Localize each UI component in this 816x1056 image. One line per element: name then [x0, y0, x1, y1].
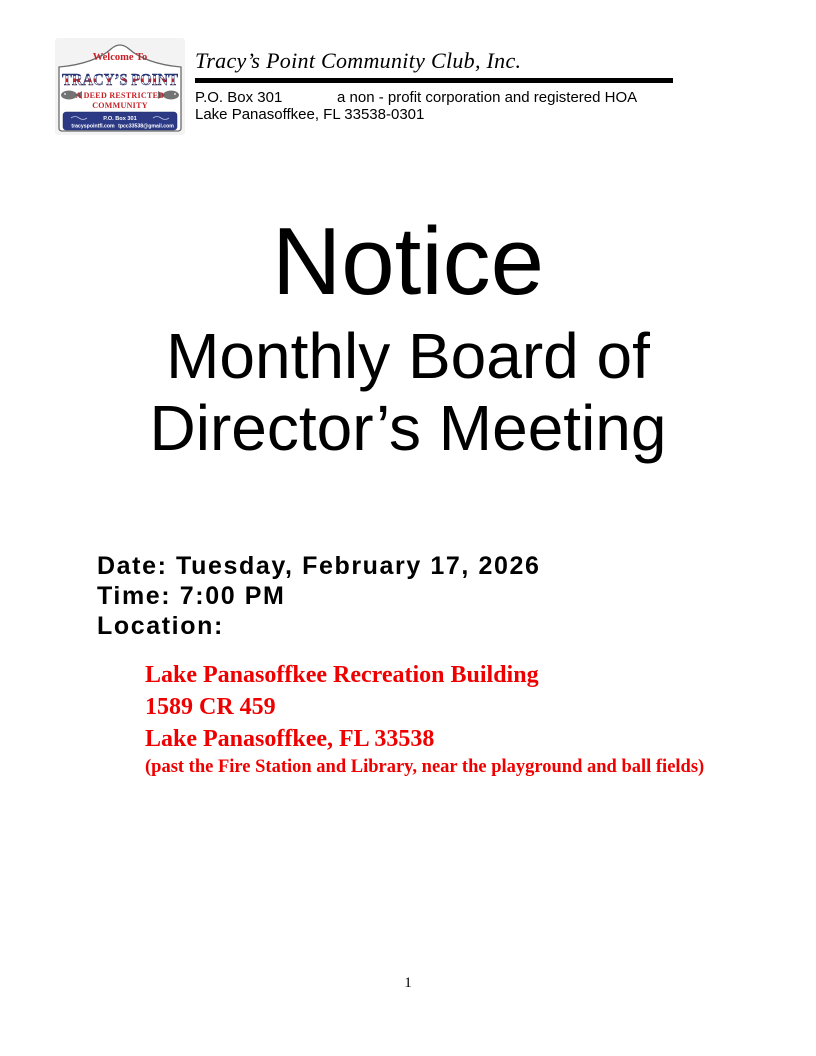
meeting-location-label: Location:: [97, 612, 224, 640]
header-divider-rule: [195, 78, 673, 83]
logo-welcome-text: Welcome To: [92, 52, 148, 63]
logo-name-text: TRACY’S POINT: [62, 70, 179, 89]
notice-subtitle: [0, 320, 816, 464]
venue-name: Lake Panasoffkee Recreation Building: [145, 662, 539, 688]
logo-po-box-text: P.O. Box 301: [103, 116, 137, 122]
venue-street: 1589 CR 459: [145, 694, 276, 720]
tracys-point-sign-logo: [55, 38, 185, 135]
page-number: 1: [404, 975, 412, 991]
venue-city-state-zip: Lake Panasoffkee, FL 33538: [145, 726, 435, 752]
notice-subtitle-line1: Monthly Board of: [166, 320, 650, 392]
header-po-box: P.O. Box 301: [195, 89, 283, 106]
organization-name: Tracy’s Point Community Club, Inc.: [195, 48, 522, 73]
logo-deed-line1: A DEED RESTRICTED: [75, 91, 165, 100]
logo-website-text: tracyspointfl.com: [71, 123, 115, 130]
header-nonprofit-note: a non - profit corporation and registered HOA: [337, 89, 638, 106]
notice-title: Notice: [271, 208, 545, 315]
notice-subtitle-line2: Director’s Meeting: [149, 392, 667, 464]
meeting-date: Date: Tuesday, February 17, 2026: [97, 552, 541, 580]
venue-block: [145, 659, 704, 779]
sign-logo-graphic: [55, 38, 185, 135]
meeting-time: Time: 7:00 PM: [97, 582, 286, 610]
logo-email-text: tpcc33538@gmail.com: [118, 123, 174, 130]
venue-directions-note: (past the Fire Station and Library, near the playground and ball fields): [145, 757, 705, 777]
header-address-line1: [195, 89, 637, 107]
logo-deed-line2: COMMUNITY: [92, 101, 148, 110]
meeting-details: [97, 551, 541, 641]
header-address-line2: Lake Panasoffkee, FL 33538-0301: [195, 106, 425, 123]
